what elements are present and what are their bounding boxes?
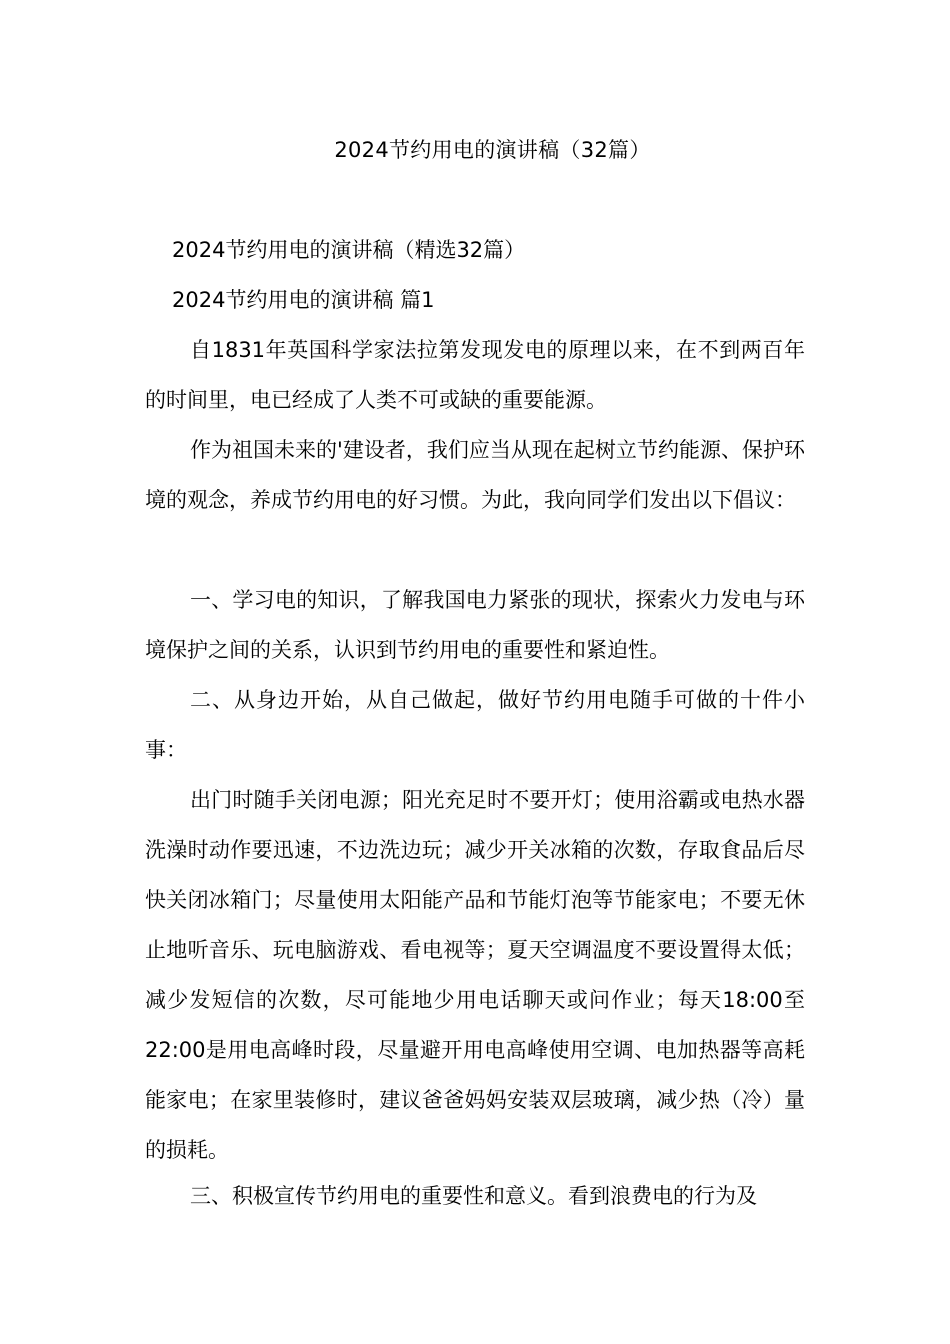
paragraph-3: 一、学习电的知识，了解我国电力紧张的现状，探索火力发电与环境保护之间的关系，认识到节约用电的重要性和紧迫性。 [145,588,805,662]
paragraph-2: 作为祖国未来的'建设者，我们应当从现在起树立节约能源、保护环境的观念，养成节约用电的好习惯。为此，我向同学们发出以下倡议： [145,438,805,512]
section-heading: 2024节约用电的演讲稿 篇1 [172,288,435,312]
document-subtitle: 2024节约用电的演讲稿（精选32篇） [172,238,526,262]
paragraph-4: 二、从身边开始，从自己做起，做好节约用电随手可做的十件小事： [145,688,805,762]
paragraph-1: 自1831年英国科学家法拉第发现发电的原理以来，在不到两百年的时间里，电已经成了人类不可或缺的重要能源。 [145,338,805,412]
document-title: 2024节约用电的演讲稿（32篇） [334,138,651,162]
paragraph-6: 三、积极宣传节约用电的重要性和意义。看到浪费电的行为及 [190,1184,757,1208]
paragraph-5: 出门时随手关闭电源；阳光充足时不要开灯；使用浴霸或电热水器洗澡时动作要迅速，不边洗边玩；减少开关冰箱的次数，存取食品后尽快关闭冰箱门；尽量使用太阳能产品和节能灯泡等节能家电；不要无休止地听音乐、玩电脑游戏、看电视等；夏天空调温度不要设置得太低；减少发短信的次数，尽可能地少用电话聊天或问作业；每天18:00至22:00是用电高峰时段，尽量避开用电高峰使用空调、电加热器等高耗能家电；在家里装修时，建议爸爸妈妈安装双层玻璃，减少热（冷）量的损耗。 [145,788,805,1162]
